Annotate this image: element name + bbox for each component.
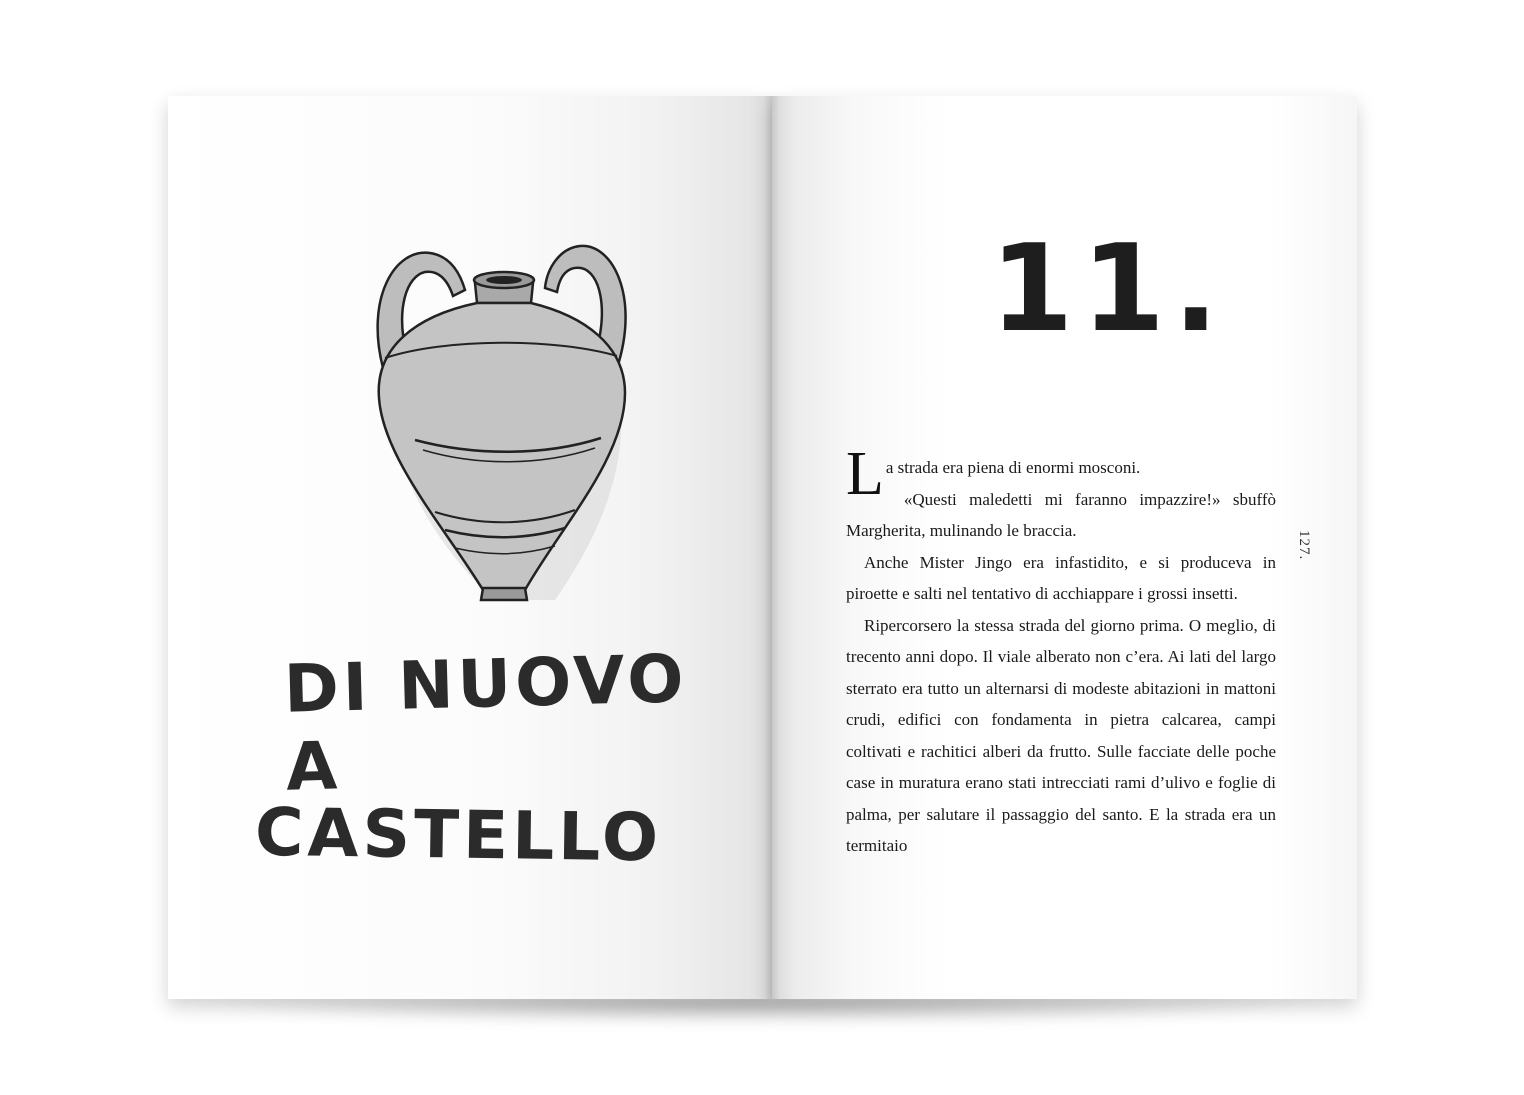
paragraph-4: Ripercorsero la stessa strada del giorno prima. O meglio, di trecento anni dopo. Il viale alberato non c’era. Ai lati del largo sterrato era tutto un alternarsi di modeste abitazioni in mattoni crudi, edifici con fondamenta in pietra calcarea, campi coltivati e rachitici alberi da frutto. Sulle facciate delle poche case in muratura erano stati intrecciati rami d’ulivo e foglie di palma, per salutare il passaggio del santo. E la strada era un termitaio — [846, 615, 1276, 855]
chapter-title — [254, 640, 725, 877]
chapter-title-line-1: DI NUOVO A — [283, 640, 689, 806]
drop-cap: L — [846, 440, 884, 508]
chapter-number: 11. — [990, 220, 1227, 359]
page-number: 127. — [1296, 530, 1312, 561]
body-text — [846, 440, 1276, 862]
paragraph-3: Anche Mister Jingo era infastidito, e si produceva in piroette e salti nel tentativo di acchiappare i grossi insetti. — [846, 552, 1276, 603]
paragraph-2: «Questi maledetti mi faranno impazzire!» sbuffò Margherita, mulinando le braccia. — [846, 489, 1276, 540]
paragraph-1-text: a strada era piena di enormi mosconi. — [885, 458, 1141, 477]
paragraph-1 — [846, 440, 1276, 508]
chapter-title-line-2: CASTELLO — [254, 793, 663, 877]
book-shadow — [180, 995, 1340, 1025]
amphora-illustration — [355, 228, 645, 608]
book-gutter — [764, 96, 780, 999]
